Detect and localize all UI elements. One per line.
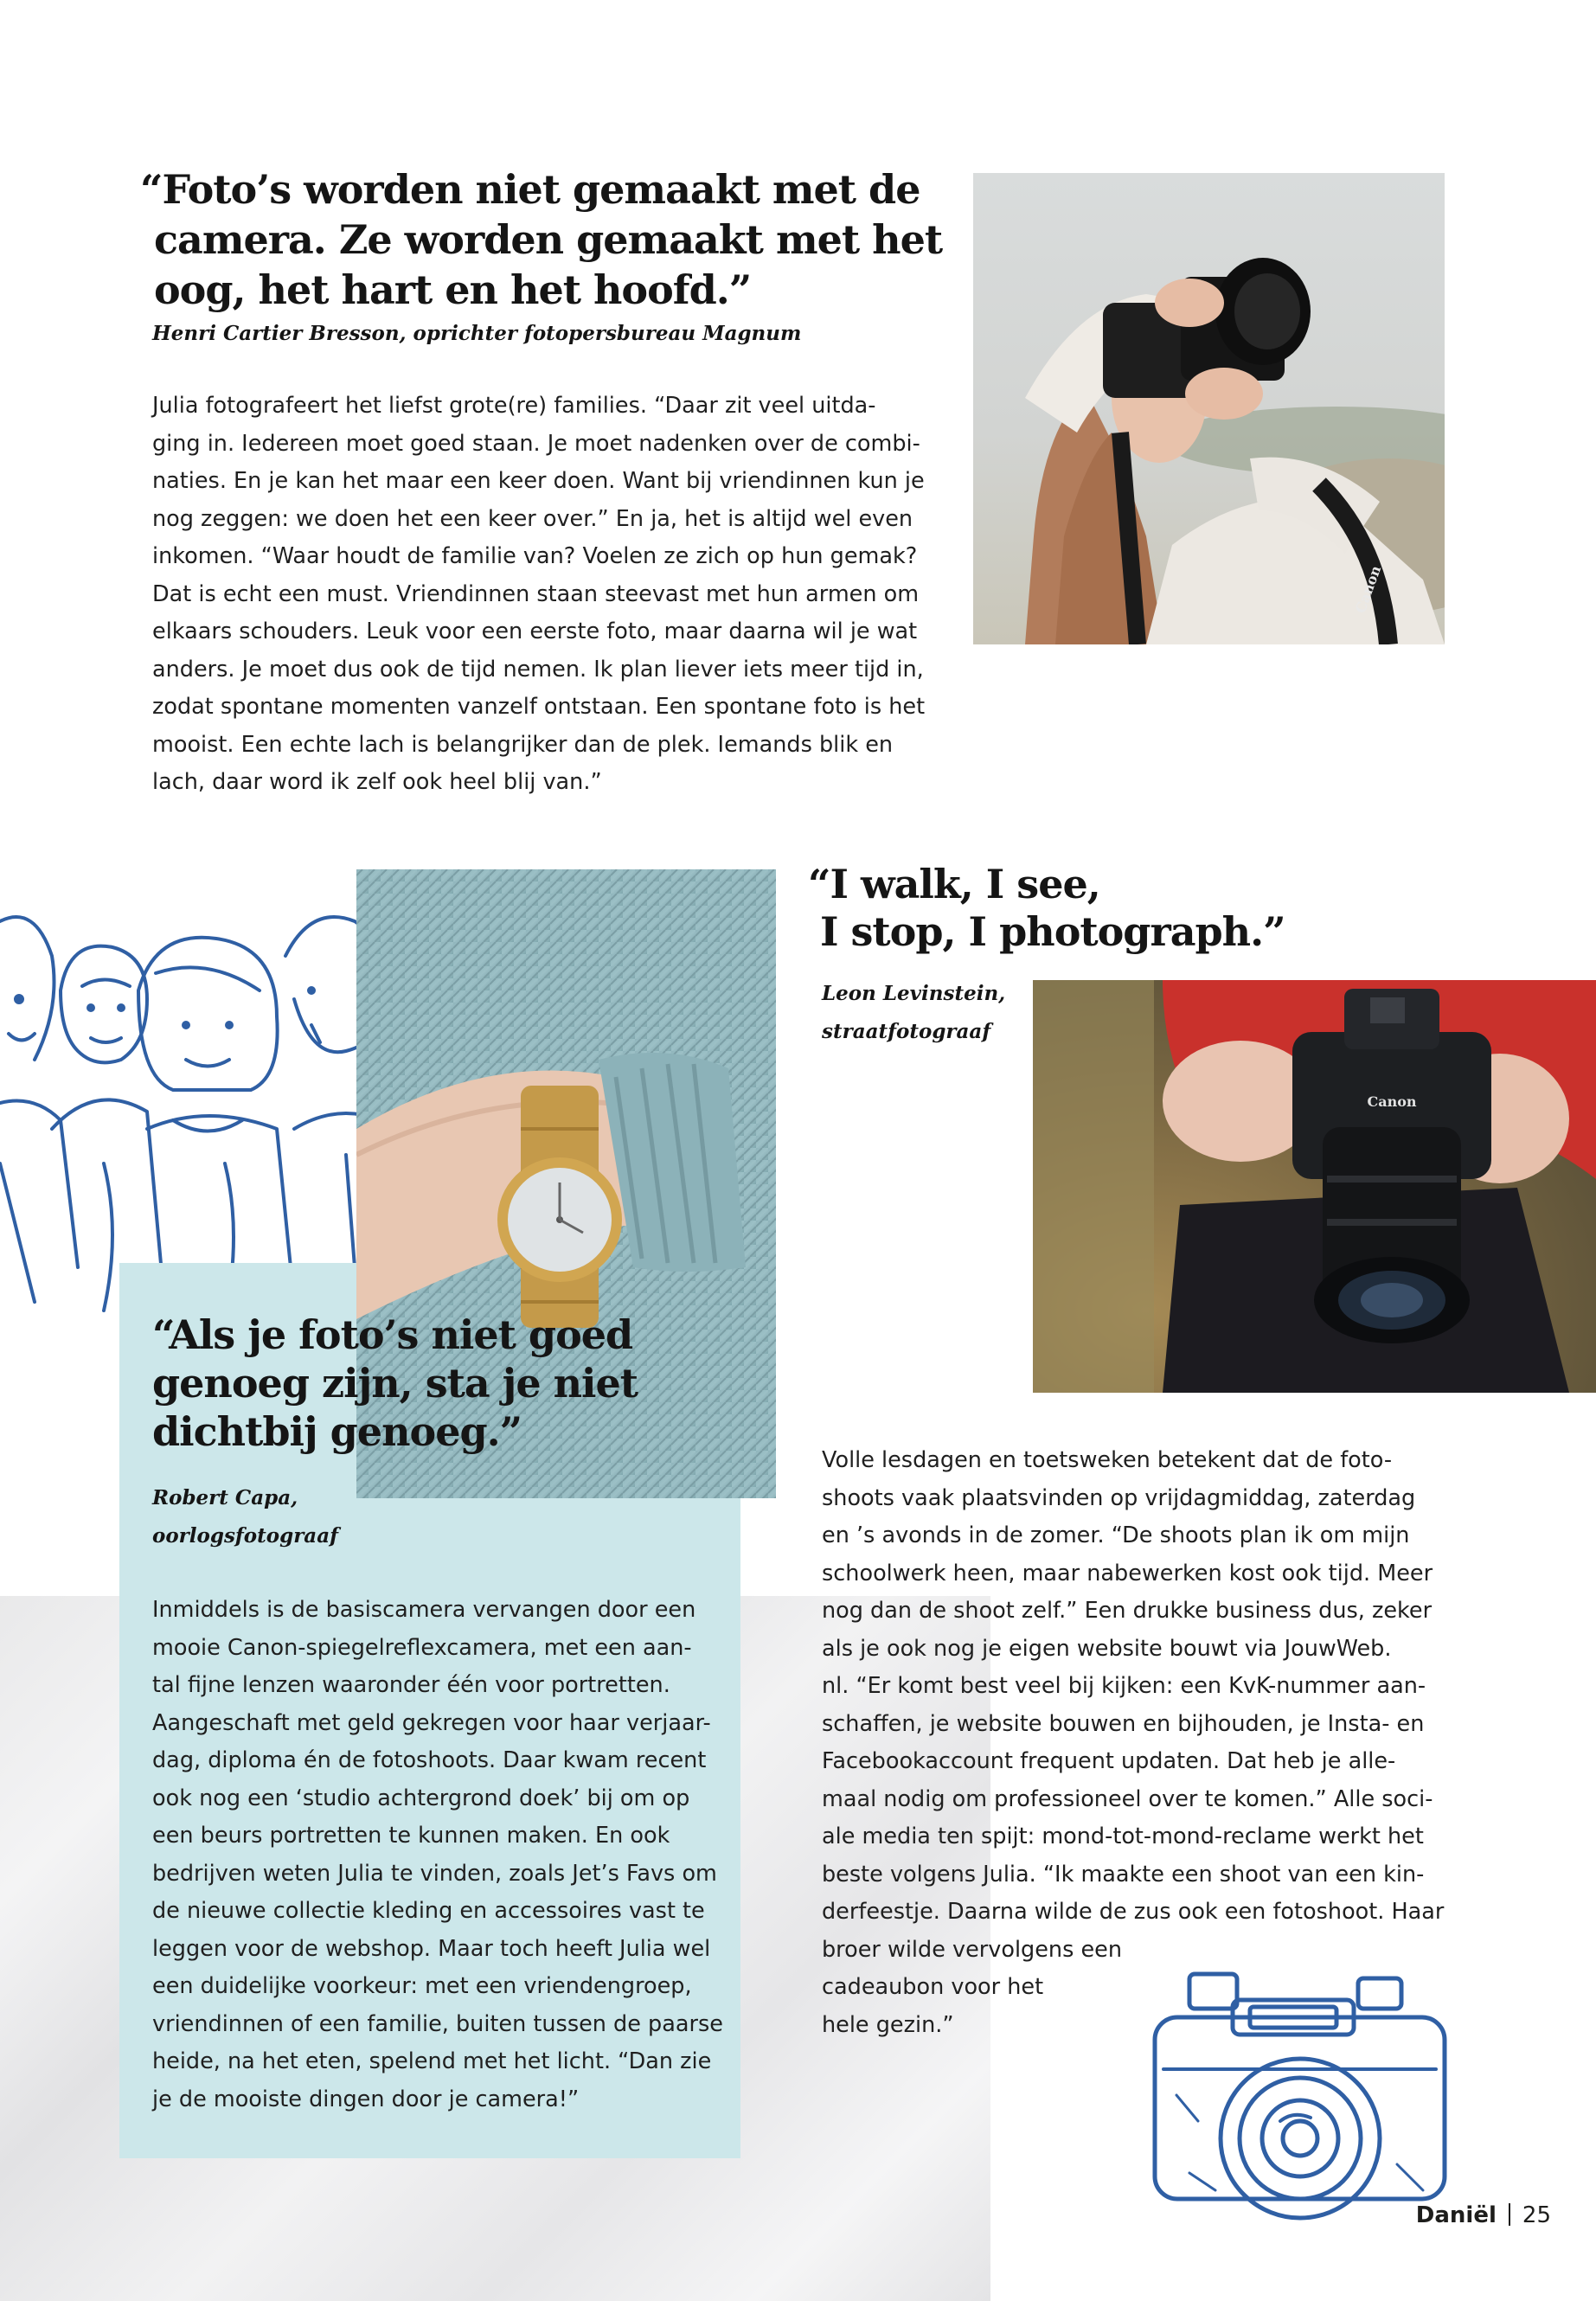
text-line: lach, daar word ik zelf ook heel blij van.” xyxy=(152,769,602,795)
text-line: vriendinnen of een familie, buiten tussen de paarse xyxy=(152,2010,723,2037)
quote-line: oog, het hart en het hoofd.” xyxy=(154,266,752,313)
text-line: Dat is echt een must. Vriendinnen staan steevast met hun armen om xyxy=(152,580,920,607)
text-line: je de mooiste dingen door je camera!” xyxy=(152,2086,580,2112)
text-line: schoolwerk heen, maar nabewerken kost ook tijd. Meer xyxy=(822,1560,1433,1586)
attribution-line: straatfotograaf xyxy=(822,1020,991,1043)
text-line: cadeaubon voor het xyxy=(822,1974,1044,2000)
article-paragraph-3 xyxy=(822,1442,1479,2044)
text-line: elkaars schouders. Leuk voor een eerste foto, maar daarna wil je wat xyxy=(152,619,918,644)
text-line: nog dan de shoot zelf.” Een drukke business dus, zeker xyxy=(822,1598,1433,1624)
text-line: maal nodig om professioneel over te komen.” Alle soci- xyxy=(822,1785,1433,1812)
text-line: shoots vaak plaatsvinden op vrijdagmiddag, zaterdag xyxy=(822,1484,1416,1511)
text-line: mooie Canon-spiegelreflexcamera, met een aan- xyxy=(152,1634,692,1661)
magazine-brand: Daniël xyxy=(1415,2202,1497,2228)
text-line: derfeestje. Daarna wilde de zus ook een fotoshoot. Haar xyxy=(822,1899,1445,1925)
quote-line: “Als je foto’s niet goed xyxy=(152,1311,633,1358)
text-line: en ’s avonds in de zomer. “De shoots plan ik om mijn xyxy=(822,1522,1410,1548)
quote-attribution-levinstein xyxy=(822,975,1005,1051)
article-paragraph-1 xyxy=(152,388,931,802)
quote-line: “Foto’s worden niet gemaakt met de xyxy=(140,166,920,213)
text-line: hele gezin.” xyxy=(822,2011,954,2038)
text-line: nog zeggen: we doen het een keer over.” En ja, het is altijd wel even xyxy=(152,505,913,532)
text-line: anders. Je moet dus ook de tijd nemen. Ik plan liever iets meer tijd in, xyxy=(152,656,924,683)
attribution-line: Robert Capa, xyxy=(152,1486,298,1509)
text-line: mooist. Een echte lach is belangrijker dan de plek. Iemands blik en xyxy=(152,731,894,758)
photo-hands-canon-camera xyxy=(1033,980,1596,1393)
article-paragraph-2 xyxy=(152,1592,723,2118)
text-line: Volle lesdagen en toetsweken betekent dat de foto- xyxy=(822,1447,1393,1473)
text-line: tal fijne lenzen waaronder één voor portretten. xyxy=(152,1672,670,1698)
text-line: broer wilde vervolgens een xyxy=(822,1936,1123,1963)
text-line: heide, na het eten, spelend met het licht. “Dan zie xyxy=(152,2048,712,2074)
attribution-line: Leon Levinstein, xyxy=(822,982,1006,1005)
text-line: dag, diploma én de fotoshoots. Daar kwam recent xyxy=(152,1747,707,1773)
camera-brand-label: Canon xyxy=(1367,1093,1417,1110)
camera-sketch-illustration xyxy=(1138,1957,1466,2242)
text-line: Facebookaccount frequent updaten. Dat heb je alle- xyxy=(822,1748,1396,1774)
quote-attribution-bresson: Henri Cartier Bresson, oprichter fotopersbureau Magnum xyxy=(152,322,802,345)
text-line: ging in. Iedereen moet goed staan. Je moet nadenken over de combi- xyxy=(152,430,920,457)
text-line: naties. En je kan het maar een keer doen. Want bij vriendinnen kun je xyxy=(152,468,925,494)
text-line: zodat spontane momenten vanzelf ontstaan. Een spontane foto is het xyxy=(152,694,926,720)
photo-woman-with-camera xyxy=(973,173,1445,644)
text-line: Inmiddels is de basiscamera vervangen door een xyxy=(152,1597,696,1623)
text-line: ook nog een ‘studio achtergrond doek’ bij om op xyxy=(152,1785,690,1811)
text-line: leggen voor de webshop. Maar toch heeft Julia wel xyxy=(152,1935,711,1962)
quote-line: dichtbij genoeg.” xyxy=(152,1408,522,1455)
quote-line: “I walk, I see, xyxy=(808,861,1100,907)
pull-quote-capa xyxy=(152,1311,638,1456)
text-line: schaffen, je website bouwen en bijhouden, je Insta- en xyxy=(822,1710,1425,1737)
footer-divider xyxy=(1509,2203,1510,2226)
text-line: een beurs portretten te kunnen maken. En ook xyxy=(152,1823,670,1849)
text-line: ale media ten spijt: mond-tot-mond-reclame werkt het xyxy=(822,1823,1424,1849)
text-line: bedrijven weten Julia te vinden, zoals Jet’s Favs om xyxy=(152,1860,717,1887)
text-line: inkomen. “Waar houdt de familie van? Voelen ze zich op hun gemak? xyxy=(152,543,918,569)
attribution-line: oorlogsfotograaf xyxy=(152,1524,339,1548)
quote-line: genoeg zijn, sta je niet xyxy=(152,1360,638,1407)
text-line: Julia fotografeert het liefst grote(re) families. “Daar zit veel uitda- xyxy=(152,393,876,419)
pull-quote-levinstein xyxy=(808,861,1285,956)
quote-attribution-capa xyxy=(152,1479,338,1555)
text-line: Aangeschaft met geld gekregen voor haar verjaar- xyxy=(152,1709,711,1736)
pull-quote-bresson xyxy=(140,164,943,315)
text-line: de nieuwe collectie kleding en accessoires vast te xyxy=(152,1898,705,1924)
quote-line: I stop, I photograph.” xyxy=(820,908,1285,955)
page-footer xyxy=(1416,2202,1551,2228)
text-line: nl. “Er komt best veel bij kijken: een KvK-nummer aan- xyxy=(822,1673,1426,1699)
page-number: 25 xyxy=(1522,2202,1551,2228)
quote-line: camera. Ze worden gemaakt met het xyxy=(154,216,943,263)
text-line: als je ook nog je eigen website bouwt via JouwWeb. xyxy=(822,1635,1392,1662)
strap-brand-label: Canon xyxy=(1351,563,1385,616)
text-line: een duidelijke voorkeur: met een vriendengroep, xyxy=(152,1973,692,1999)
text-line: beste volgens Julia. “Ik maakte een shoot van een kin- xyxy=(822,1861,1425,1888)
